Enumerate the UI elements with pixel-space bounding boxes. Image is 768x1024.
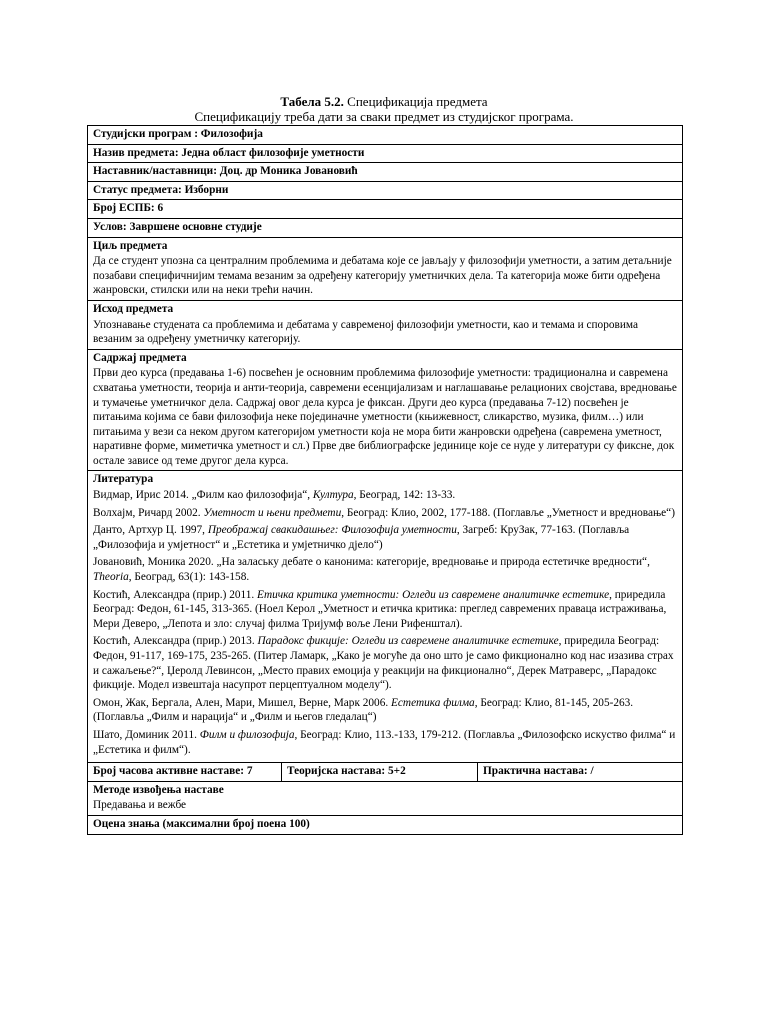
content-text: Први део курса (предавања 1-6) посвећен је основним проблемима филозофије уметности: традиционална и савремена схватања уметности, теорија и анти-теорија, савремени есенцијализам и наглашавање релационих својстава, вредновање и тумачење уметничког дела. Садржај овог дела курса је фиксан. Други део курса (предавања 7-12) посвећен је питањима којима се бави филозофија неке појединачне уметности (књижевност, сликарство, музика, филм…) или питањима у вези са неком другом категоријом уметности која не мора бити жанровски одређена (савремена уметност, наративне форме, миметичка уметност и сл.) Прве две библиографске јединице које се нуде у литератури су фиксне, док остале зависе од теме другог дела курса. — [93, 367, 677, 467]
literature-section — [88, 471, 683, 763]
table-caption-label: Табела 5.2. — [280, 94, 344, 109]
content-section — [88, 349, 683, 471]
methods-heading: Методе извођења наставе — [93, 783, 224, 796]
table-caption — [0, 94, 768, 110]
methods-text: Предавања и вежбе — [93, 799, 187, 812]
outcome-heading: Исход предмета — [93, 302, 174, 315]
assessment-row: Оцена знања (максимални број поена 100) — [88, 815, 683, 834]
methods-section — [88, 781, 683, 815]
literature-ref: Волхајм, Ричард 2002. Уметност и њени предмети, Београд: Клио, 2002, 177-188. (Поглавље „Уметност и вредновање“) — [93, 506, 675, 519]
literature-ref: Јовановић, Моника 2020. „На залаську дебате о канонима: категорије, вредновање и природа естетичке вредности“, Theoria, Београд, 63(1): 143-158. — [93, 556, 650, 584]
status-row: Статус предмета: Изборни — [88, 181, 683, 200]
program-row: Студијски програм : Филозофија — [88, 126, 683, 145]
course-name-row: Назив предмета: Једна област филозофије уметности — [88, 144, 683, 163]
literature-heading: Литература — [93, 473, 154, 486]
content-heading: Садржај предмета — [93, 351, 187, 364]
goal-heading: Циљ предмета — [93, 239, 168, 252]
teacher-row: Наставник/наставници: Доц. др Моника Јовановић — [88, 163, 683, 182]
literature-ref: Костић, Александра (прир.) 2011. Етичка критика уметности: Огледи из савремене аналитичке естетике, приредила Београд: Федон, 61-145, 313-365. (Ноел Керол „Уметност и етичка критика: преглед савремених праваца истраживања, Мери Деверо, „Лепота и зло: случај филма Тријумф воље Лени Рифенштал). — [93, 588, 667, 630]
literature-ref: Видмар, Ирис 2014. „Филм као филозофија“, Култура, Београд, 142: 13-33. — [93, 489, 456, 502]
practice-hours-cell: Практична настава: / — [478, 763, 683, 782]
ects-row: Број ЕСПБ: 6 — [88, 200, 683, 219]
table-subtitle: Спецификацију треба дати за сваки предмет из студијског програма. — [194, 109, 574, 124]
goal-text: Да се студент упозна са централним проблемима и дебатама које се јављају у филозофији уметности, а затим детаљније позабави специфичнијим темама везаним за одређену категорију уметничких дела. Та категорија може бити одређена жанровски, стилски или на неки трећи начин. — [93, 255, 672, 297]
literature-ref: Данто, Артхур Ц. 1997, Преображај свакидашњег: Филозофија уметности, Загреб: КруЗак, 77-163. (Поглавља „Филозофија и умјетност“ и „Естетика и умјетничко дјело“) — [93, 524, 630, 551]
literature-ref: Омон, Жак, Бергала, Ален, Мари, Мишел, Верне, Марк 2006. Естетика филма, Београд: Клио, 81-145, 205-263. (Поглавља „Филм и нарација“ и „Филм и његов гледалац“) — [93, 696, 634, 724]
outcome-text: Упознавање студената са проблемима и дебатама у савременој филозофији уметности, као и темама и споровима везаним за одређену уметничку категорију. — [93, 318, 638, 346]
table-caption-title: Спецификација предмета — [343, 94, 488, 109]
outcome-section — [88, 300, 683, 349]
theory-hours-cell: Теоријска настава: 5+2 — [282, 763, 478, 782]
condition-row: Услов: Завршене основне студије — [88, 218, 683, 237]
course-spec-table — [87, 125, 683, 835]
literature-ref: Шато, Доминик 2011. Филм и филозофија, Београд: Клио, 113.-133, 179-212. (Поглавља „Филозофско искуство филма“ и „Естетика и филм“). — [93, 728, 676, 756]
active-hours-cell: Број часова активне наставе: 7 — [88, 763, 282, 782]
goal-section — [88, 237, 683, 300]
literature-ref: Костић, Александра (прир.) 2013. Парадокс фикције: Огледи из савремене аналитичке естетике, приредила Београд: Федон, 91-117, 169-175, 235-265. (Питер Ламарк, „Како је могуће да оно што је само фикционално код нас изазива страх и сажаљење?“, Џеролд Левинсон, „Место правих емоција у реакцији на фикционално“, Дерек Матраверс, „Парадокс фикције. Модел извештаја насупрот перцептуалном моделу“). — [93, 635, 674, 692]
